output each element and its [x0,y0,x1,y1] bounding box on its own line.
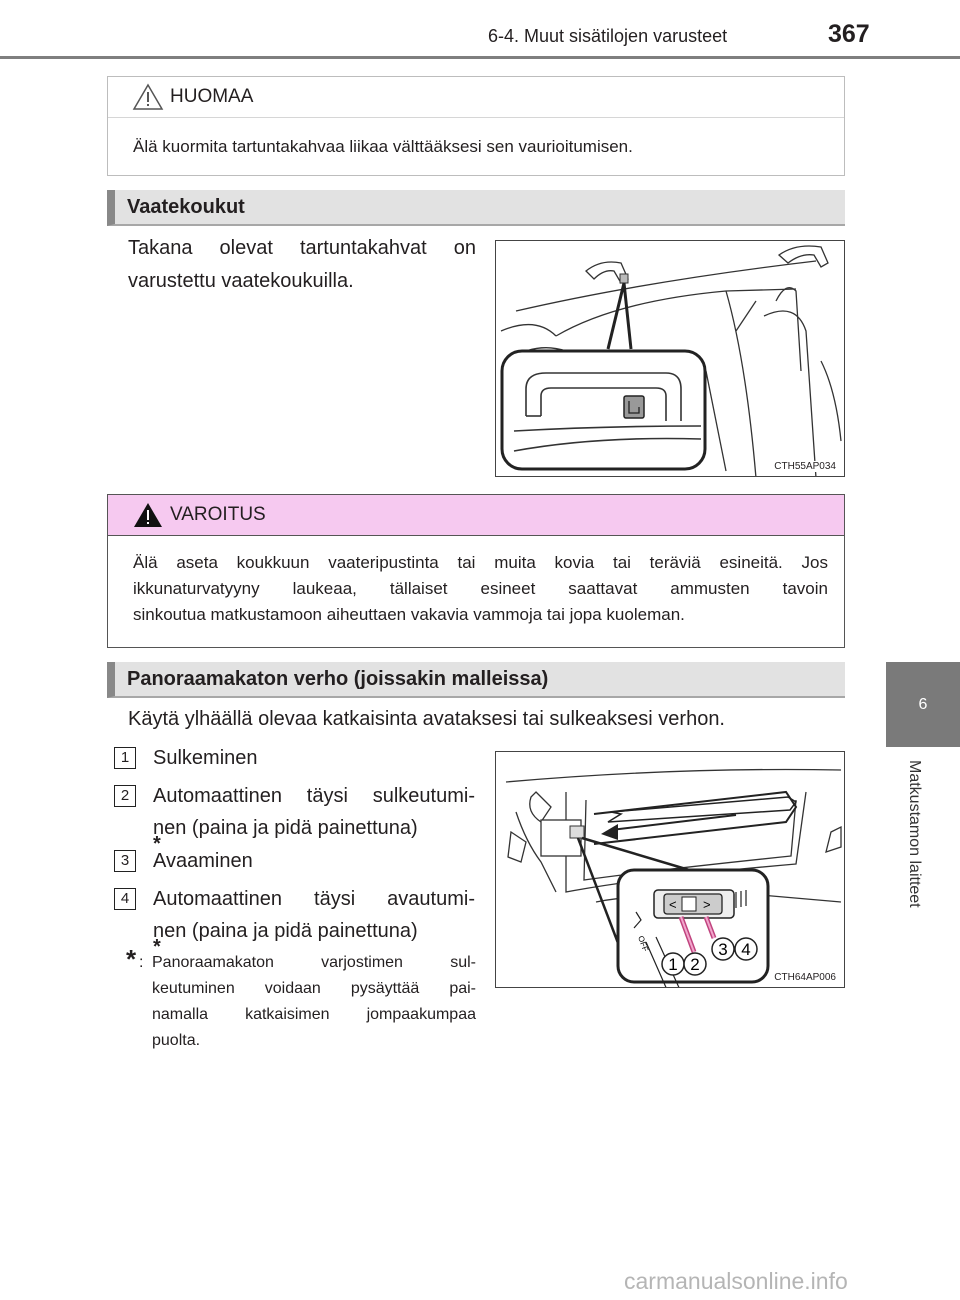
item-text [153,742,475,774]
clothes-hook-illustration [496,241,845,477]
off-label: OFF [636,934,651,953]
text-line: Automaattinen täysi sulkeutumi- [153,785,475,807]
figure-code: CTH64AP006 [774,972,836,983]
footnote-text [152,950,476,1054]
warning-box [107,494,845,648]
text-line: sinkoutua matkustamoon aiheuttaen vakavia vammoja tai jopa kuoleman. [133,605,685,624]
text-line: Automaattinen täysi avautumi- [153,888,475,910]
switch-right-arrow: > [703,897,711,912]
text-line: keutuminen voidaan pysäyttää pai- [152,980,476,997]
text-line: ikkunaturvatyyny laukeaa, tällaiset esineet saattavat ammusten tavoin [133,579,828,598]
figure-code: CTH55AP034 [774,461,836,472]
section-heading-clothes-hooks: Vaatekoukut [107,190,845,226]
callout-number: 4 [741,940,751,959]
text-line: Panoraamakaton varjostimen sul- [152,954,476,971]
notice-title: HUOMAA [170,86,254,107]
clothes-hooks-text [128,232,476,298]
chapter-title: Matkustamon laitteet [906,760,923,908]
item-text [153,780,475,855]
panorama-switch-illustration [496,752,845,988]
text-line: nen (paina ja pidä painettuna) * [153,812,475,844]
text-line: namalla katkaisimen jompaakumpaa [152,1006,476,1023]
warning-text [108,536,844,628]
text-line: Sulkeminen [153,747,258,769]
item-number: 4 [114,888,136,910]
callout-number: 2 [690,955,700,974]
header-rule [0,56,960,59]
footnote-marker: * [126,944,137,974]
section-heading-panorama-roof-shade: Panoraamakaton verho (joissakin malleissa) [107,662,845,698]
warning-title: VAROITUS [170,504,266,525]
switch-left-arrow: < [669,897,677,912]
callout-number: 1 [668,955,678,974]
figure-clothes-hook [495,240,845,477]
text-line: nen (paina ja pidä painettuna) * [153,915,475,947]
text-line: Älä aseta koukkuun vaateripustinta tai muita kovia tai teräviä esineitä. Jos [133,553,828,572]
warning-triangle-filled-icon [132,501,164,529]
text-line-content: nen (paina ja pidä painettuna) [153,817,418,839]
text-line: Takana olevat tartuntakahvat on [128,237,476,259]
item-number: 3 [114,850,136,872]
figure-panorama-switch [495,751,845,988]
text-line: Avaaminen [153,850,253,872]
notice-box [107,76,845,176]
text-line-content: nen (paina ja pidä painettuna) [153,920,418,942]
item-text [153,883,475,958]
panorama-intro-text: Käytä ylhäällä olevaa katkaisinta avataksesi tai sulkeaksesi verhon. [128,708,725,730]
item-text [153,845,475,877]
watermark: carmanualsonline.info [624,1268,848,1294]
page-number: 367 [828,20,870,48]
warning-header [108,495,844,536]
notice-header [108,77,844,118]
text-line: varustettu vaatekoukuilla. [128,270,354,292]
footnote-colon: : [139,954,144,971]
notice-text: Älä kuormita tartuntakahvaa liikaa välttääksesi sen vaurioitumisen. [133,137,633,156]
callout-number: 3 [718,940,728,959]
item-number: 2 [114,785,136,807]
text-line: puolta. [152,1032,201,1049]
running-header: 6-4. Muut sisätilojen varusteet [488,26,728,46]
item-number: 1 [114,747,136,769]
chapter-tab: 6 [886,662,960,747]
warning-triangle-outline-icon [132,83,164,111]
